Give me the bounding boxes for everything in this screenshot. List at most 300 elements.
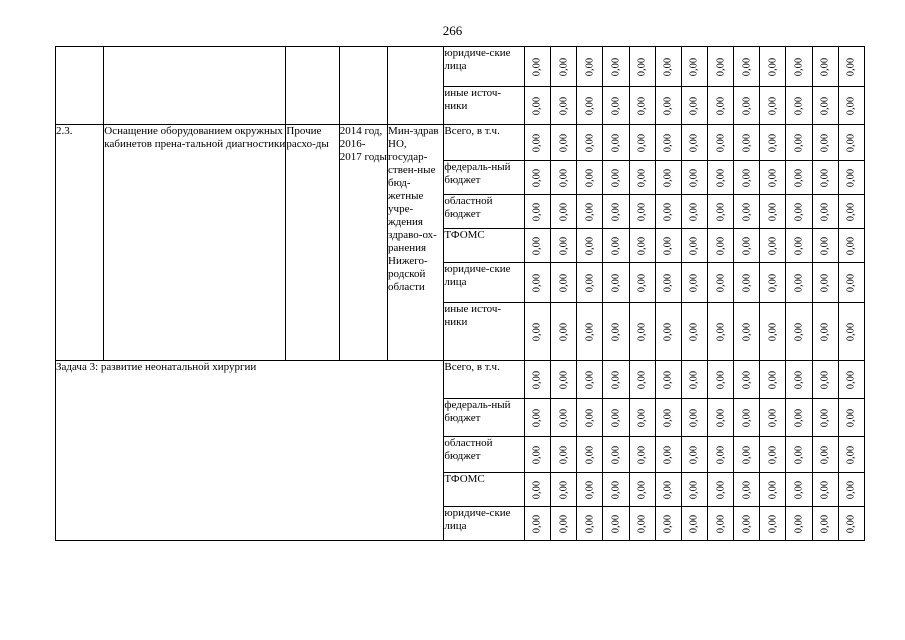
value-text: 0,00 bbox=[793, 445, 805, 464]
value-cell bbox=[551, 87, 577, 125]
value-text: 0,00 bbox=[688, 445, 700, 464]
value-cell bbox=[681, 399, 707, 437]
value-cell bbox=[655, 47, 681, 87]
value-text: 0,00 bbox=[688, 273, 700, 292]
value-text: 0,00 bbox=[610, 408, 622, 427]
value-text: 0,00 bbox=[767, 202, 779, 221]
value-cell bbox=[524, 263, 550, 303]
value-text: 0,00 bbox=[584, 514, 596, 533]
value-cell bbox=[838, 303, 864, 361]
value-text: 0,00 bbox=[819, 480, 831, 499]
value-text: 0,00 bbox=[662, 370, 674, 389]
value-cell bbox=[577, 263, 603, 303]
value-cell bbox=[681, 437, 707, 473]
value-cell bbox=[603, 473, 629, 507]
value-cell bbox=[524, 87, 550, 125]
value-cell bbox=[551, 125, 577, 161]
value-cell bbox=[838, 229, 864, 263]
value-text: 0,00 bbox=[715, 408, 727, 427]
value-cell bbox=[655, 437, 681, 473]
value-text: 0,00 bbox=[845, 57, 857, 76]
value-text: 0,00 bbox=[819, 202, 831, 221]
value-text: 0,00 bbox=[767, 57, 779, 76]
source-label: областной бюджет bbox=[444, 437, 524, 473]
value-text: 0,00 bbox=[767, 370, 779, 389]
value-cell bbox=[551, 47, 577, 87]
value-cell bbox=[577, 229, 603, 263]
value-cell bbox=[524, 437, 550, 473]
page-number: 266 bbox=[442, 23, 463, 38]
value-cell bbox=[734, 161, 760, 195]
value-cell bbox=[838, 161, 864, 195]
value-text: 0,00 bbox=[767, 514, 779, 533]
value-cell bbox=[786, 507, 812, 541]
value-cell bbox=[603, 361, 629, 399]
value-cell bbox=[655, 473, 681, 507]
value-cell bbox=[838, 473, 864, 507]
value-cell bbox=[603, 303, 629, 361]
value-text: 0,00 bbox=[636, 236, 648, 255]
value-text: 0,00 bbox=[610, 133, 622, 152]
value-cell bbox=[524, 303, 550, 361]
value-cell bbox=[838, 47, 864, 87]
value-text: 0,00 bbox=[636, 322, 648, 341]
value-text: 0,00 bbox=[610, 236, 622, 255]
value-text: 0,00 bbox=[584, 202, 596, 221]
value-text: 0,00 bbox=[845, 370, 857, 389]
value-cell bbox=[838, 125, 864, 161]
value-text: 0,00 bbox=[662, 96, 674, 115]
value-text: 0,00 bbox=[610, 273, 622, 292]
value-text: 0,00 bbox=[715, 133, 727, 152]
value-text: 0,00 bbox=[531, 370, 543, 389]
value-text: 0,00 bbox=[558, 322, 570, 341]
value-text: 0,00 bbox=[636, 408, 648, 427]
value-text: 0,00 bbox=[793, 202, 805, 221]
value-cell bbox=[786, 361, 812, 399]
value-cell bbox=[629, 195, 655, 229]
item-expense-type: Прочие расхо-ды bbox=[286, 125, 339, 361]
value-cell bbox=[681, 87, 707, 125]
value-text: 0,00 bbox=[531, 445, 543, 464]
value-cell bbox=[603, 507, 629, 541]
value-cell bbox=[838, 399, 864, 437]
value-cell bbox=[812, 361, 838, 399]
value-cell bbox=[629, 125, 655, 161]
source-label: иные источ-ники bbox=[444, 87, 524, 125]
value-text: 0,00 bbox=[531, 273, 543, 292]
value-text: 0,00 bbox=[636, 57, 648, 76]
value-cell bbox=[812, 399, 838, 437]
value-text: 0,00 bbox=[558, 168, 570, 187]
value-text: 0,00 bbox=[531, 408, 543, 427]
value-cell bbox=[603, 195, 629, 229]
value-cell bbox=[681, 303, 707, 361]
value-text: 0,00 bbox=[662, 202, 674, 221]
value-text: 0,00 bbox=[636, 168, 648, 187]
value-cell bbox=[524, 507, 550, 541]
source-label: юридиче-ские лица bbox=[444, 507, 524, 541]
value-cell bbox=[577, 473, 603, 507]
value-text: 0,00 bbox=[688, 202, 700, 221]
item-period: 2014 год, 2016-2017 годы bbox=[339, 125, 387, 361]
value-cell bbox=[760, 229, 786, 263]
value-cell bbox=[786, 399, 812, 437]
task-title: Задача 3: развитие неонатальной хирургии bbox=[56, 361, 444, 541]
value-text: 0,00 bbox=[793, 273, 805, 292]
value-cell bbox=[524, 47, 550, 87]
value-cell bbox=[577, 125, 603, 161]
value-text: 0,00 bbox=[558, 408, 570, 427]
value-cell bbox=[603, 47, 629, 87]
value-cell bbox=[577, 195, 603, 229]
value-text: 0,00 bbox=[584, 445, 596, 464]
value-text: 0,00 bbox=[819, 322, 831, 341]
value-text: 0,00 bbox=[584, 168, 596, 187]
value-cell bbox=[603, 161, 629, 195]
value-text: 0,00 bbox=[845, 133, 857, 152]
value-text: 0,00 bbox=[741, 514, 753, 533]
value-text: 0,00 bbox=[558, 133, 570, 152]
value-text: 0,00 bbox=[584, 133, 596, 152]
cont-name-cell bbox=[104, 47, 286, 125]
value-cell bbox=[734, 263, 760, 303]
value-text: 0,00 bbox=[715, 514, 727, 533]
value-cell bbox=[734, 229, 760, 263]
value-cell bbox=[760, 125, 786, 161]
value-text: 0,00 bbox=[584, 408, 596, 427]
value-text: 0,00 bbox=[741, 202, 753, 221]
value-text: 0,00 bbox=[715, 480, 727, 499]
value-text: 0,00 bbox=[793, 480, 805, 499]
value-text: 0,00 bbox=[819, 236, 831, 255]
value-text: 0,00 bbox=[531, 514, 543, 533]
value-text: 0,00 bbox=[793, 133, 805, 152]
value-cell bbox=[707, 195, 733, 229]
value-cell bbox=[760, 399, 786, 437]
value-cell bbox=[524, 361, 550, 399]
value-cell bbox=[629, 263, 655, 303]
value-text: 0,00 bbox=[767, 133, 779, 152]
source-label: федераль-ный бюджет bbox=[444, 399, 524, 437]
value-text: 0,00 bbox=[793, 236, 805, 255]
value-text: 0,00 bbox=[819, 96, 831, 115]
cont-period-cell bbox=[339, 47, 387, 125]
value-text: 0,00 bbox=[741, 236, 753, 255]
value-text: 0,00 bbox=[558, 370, 570, 389]
source-label: юридиче-ские лица bbox=[444, 263, 524, 303]
value-cell bbox=[707, 263, 733, 303]
value-text: 0,00 bbox=[688, 370, 700, 389]
value-text: 0,00 bbox=[610, 96, 622, 115]
value-cell bbox=[629, 47, 655, 87]
value-text: 0,00 bbox=[715, 57, 727, 76]
value-cell bbox=[603, 437, 629, 473]
value-text: 0,00 bbox=[531, 202, 543, 221]
value-cell bbox=[681, 161, 707, 195]
value-text: 0,00 bbox=[767, 445, 779, 464]
value-text: 0,00 bbox=[610, 57, 622, 76]
value-text: 0,00 bbox=[558, 57, 570, 76]
value-text: 0,00 bbox=[767, 480, 779, 499]
value-text: 0,00 bbox=[662, 480, 674, 499]
value-text: 0,00 bbox=[636, 273, 648, 292]
value-cell bbox=[812, 87, 838, 125]
value-text: 0,00 bbox=[819, 514, 831, 533]
value-text: 0,00 bbox=[819, 273, 831, 292]
value-text: 0,00 bbox=[688, 322, 700, 341]
item-name: Оснащение оборудованием окружных кабинетов прена-тальной диагностики bbox=[104, 125, 286, 361]
value-cell bbox=[760, 437, 786, 473]
value-text: 0,00 bbox=[662, 514, 674, 533]
source-label: ТФОМС bbox=[444, 473, 524, 507]
value-cell bbox=[838, 507, 864, 541]
value-cell bbox=[577, 437, 603, 473]
value-text: 0,00 bbox=[584, 370, 596, 389]
value-cell bbox=[655, 507, 681, 541]
value-cell bbox=[629, 161, 655, 195]
value-cell bbox=[551, 399, 577, 437]
value-text: 0,00 bbox=[636, 445, 648, 464]
value-cell bbox=[760, 303, 786, 361]
value-cell bbox=[603, 229, 629, 263]
value-text: 0,00 bbox=[558, 202, 570, 221]
value-text: 0,00 bbox=[558, 445, 570, 464]
value-text: 0,00 bbox=[688, 57, 700, 76]
value-cell bbox=[838, 195, 864, 229]
value-text: 0,00 bbox=[662, 322, 674, 341]
value-text: 0,00 bbox=[610, 168, 622, 187]
value-cell bbox=[760, 47, 786, 87]
value-cell bbox=[812, 229, 838, 263]
value-cell bbox=[551, 195, 577, 229]
table-row bbox=[56, 47, 865, 87]
source-label: иные источ-ники bbox=[444, 303, 524, 361]
value-text: 0,00 bbox=[531, 96, 543, 115]
value-cell bbox=[734, 473, 760, 507]
value-text: 0,00 bbox=[531, 168, 543, 187]
value-text: 0,00 bbox=[715, 370, 727, 389]
value-text: 0,00 bbox=[584, 480, 596, 499]
value-cell bbox=[734, 437, 760, 473]
value-cell bbox=[655, 161, 681, 195]
value-cell bbox=[681, 229, 707, 263]
value-cell bbox=[603, 399, 629, 437]
value-text: 0,00 bbox=[819, 168, 831, 187]
value-text: 0,00 bbox=[741, 480, 753, 499]
value-text: 0,00 bbox=[793, 370, 805, 389]
value-cell bbox=[707, 507, 733, 541]
value-text: 0,00 bbox=[688, 236, 700, 255]
value-cell bbox=[707, 87, 733, 125]
value-cell bbox=[551, 361, 577, 399]
value-text: 0,00 bbox=[741, 168, 753, 187]
value-text: 0,00 bbox=[845, 96, 857, 115]
value-text: 0,00 bbox=[531, 57, 543, 76]
value-text: 0,00 bbox=[741, 273, 753, 292]
value-text: 0,00 bbox=[688, 96, 700, 115]
value-cell bbox=[524, 125, 550, 161]
value-text: 0,00 bbox=[636, 480, 648, 499]
value-text: 0,00 bbox=[558, 236, 570, 255]
value-cell bbox=[786, 229, 812, 263]
value-text: 0,00 bbox=[741, 133, 753, 152]
value-cell bbox=[551, 473, 577, 507]
value-text: 0,00 bbox=[531, 133, 543, 152]
value-text: 0,00 bbox=[715, 96, 727, 115]
value-text: 0,00 bbox=[793, 57, 805, 76]
value-cell bbox=[551, 303, 577, 361]
value-text: 0,00 bbox=[767, 96, 779, 115]
value-text: 0,00 bbox=[662, 168, 674, 187]
funding-table bbox=[55, 46, 865, 541]
value-text: 0,00 bbox=[558, 514, 570, 533]
value-cell bbox=[655, 87, 681, 125]
value-cell bbox=[786, 437, 812, 473]
value-cell bbox=[681, 195, 707, 229]
value-cell bbox=[812, 303, 838, 361]
value-cell bbox=[786, 195, 812, 229]
value-text: 0,00 bbox=[584, 96, 596, 115]
value-cell bbox=[812, 437, 838, 473]
value-text: 0,00 bbox=[715, 202, 727, 221]
value-cell bbox=[655, 399, 681, 437]
value-cell bbox=[707, 47, 733, 87]
value-cell bbox=[681, 507, 707, 541]
value-cell bbox=[786, 87, 812, 125]
value-cell bbox=[734, 47, 760, 87]
value-cell bbox=[603, 87, 629, 125]
value-text: 0,00 bbox=[767, 168, 779, 187]
value-text: 0,00 bbox=[610, 202, 622, 221]
value-text: 0,00 bbox=[584, 57, 596, 76]
value-cell bbox=[786, 161, 812, 195]
value-cell bbox=[629, 437, 655, 473]
value-text: 0,00 bbox=[558, 480, 570, 499]
value-cell bbox=[812, 507, 838, 541]
value-cell bbox=[577, 161, 603, 195]
value-cell bbox=[655, 303, 681, 361]
value-cell bbox=[629, 303, 655, 361]
value-text: 0,00 bbox=[845, 408, 857, 427]
source-label: ТФОМС bbox=[444, 229, 524, 263]
value-text: 0,00 bbox=[845, 480, 857, 499]
value-text: 0,00 bbox=[793, 168, 805, 187]
table-row bbox=[56, 125, 865, 161]
value-text: 0,00 bbox=[610, 514, 622, 533]
value-text: 0,00 bbox=[819, 408, 831, 427]
value-cell bbox=[524, 473, 550, 507]
value-cell bbox=[655, 263, 681, 303]
source-label: юридиче-ские лица bbox=[444, 47, 524, 87]
value-cell bbox=[760, 263, 786, 303]
value-text: 0,00 bbox=[741, 96, 753, 115]
source-label: Всего, в т.ч. bbox=[444, 361, 524, 399]
value-text: 0,00 bbox=[662, 57, 674, 76]
value-text: 0,00 bbox=[610, 370, 622, 389]
value-cell bbox=[734, 195, 760, 229]
value-cell bbox=[838, 87, 864, 125]
value-cell bbox=[551, 161, 577, 195]
value-cell bbox=[551, 437, 577, 473]
value-cell bbox=[812, 125, 838, 161]
value-text: 0,00 bbox=[767, 408, 779, 427]
value-cell bbox=[707, 229, 733, 263]
value-text: 0,00 bbox=[636, 133, 648, 152]
value-cell bbox=[629, 87, 655, 125]
value-text: 0,00 bbox=[558, 96, 570, 115]
value-text: 0,00 bbox=[741, 57, 753, 76]
value-cell bbox=[838, 361, 864, 399]
value-cell bbox=[760, 507, 786, 541]
value-text: 0,00 bbox=[636, 514, 648, 533]
value-text: 0,00 bbox=[610, 322, 622, 341]
value-cell bbox=[577, 361, 603, 399]
value-cell bbox=[734, 87, 760, 125]
value-cell bbox=[786, 263, 812, 303]
value-cell bbox=[577, 47, 603, 87]
value-cell bbox=[707, 125, 733, 161]
value-cell bbox=[812, 161, 838, 195]
value-cell bbox=[760, 473, 786, 507]
value-cell bbox=[655, 125, 681, 161]
value-cell bbox=[629, 361, 655, 399]
cont-executor-cell bbox=[388, 47, 444, 125]
value-cell bbox=[551, 507, 577, 541]
value-text: 0,00 bbox=[610, 480, 622, 499]
value-text: 0,00 bbox=[584, 273, 596, 292]
value-cell bbox=[629, 399, 655, 437]
value-cell bbox=[760, 87, 786, 125]
value-cell bbox=[812, 47, 838, 87]
value-text: 0,00 bbox=[767, 322, 779, 341]
cont-number-cell bbox=[56, 47, 104, 125]
value-cell bbox=[524, 229, 550, 263]
value-text: 0,00 bbox=[688, 408, 700, 427]
value-text: 0,00 bbox=[715, 168, 727, 187]
value-text: 0,00 bbox=[741, 370, 753, 389]
value-cell bbox=[707, 437, 733, 473]
value-cell bbox=[786, 47, 812, 87]
value-text: 0,00 bbox=[793, 408, 805, 427]
value-cell bbox=[603, 263, 629, 303]
value-cell bbox=[786, 125, 812, 161]
item-number: 2.3. bbox=[56, 125, 104, 361]
value-text: 0,00 bbox=[636, 202, 648, 221]
value-text: 0,00 bbox=[845, 514, 857, 533]
value-text: 0,00 bbox=[819, 445, 831, 464]
item-executor: Мин-здрав НО, государ-ствен-ные бюд-жетные учре-ждения здраво-ох-ранения Нижего-родской области bbox=[388, 125, 444, 361]
value-text: 0,00 bbox=[845, 236, 857, 255]
value-cell bbox=[551, 229, 577, 263]
value-text: 0,00 bbox=[767, 273, 779, 292]
value-text: 0,00 bbox=[662, 445, 674, 464]
value-cell bbox=[681, 263, 707, 303]
value-text: 0,00 bbox=[767, 236, 779, 255]
value-cell bbox=[812, 195, 838, 229]
value-text: 0,00 bbox=[845, 168, 857, 187]
value-cell bbox=[681, 361, 707, 399]
value-cell bbox=[707, 399, 733, 437]
source-label: областной бюджет bbox=[444, 195, 524, 229]
value-text: 0,00 bbox=[688, 133, 700, 152]
source-label: Всего, в т.ч. bbox=[444, 125, 524, 161]
value-cell bbox=[760, 195, 786, 229]
value-cell bbox=[838, 263, 864, 303]
value-cell bbox=[786, 303, 812, 361]
value-text: 0,00 bbox=[688, 514, 700, 533]
value-text: 0,00 bbox=[531, 322, 543, 341]
